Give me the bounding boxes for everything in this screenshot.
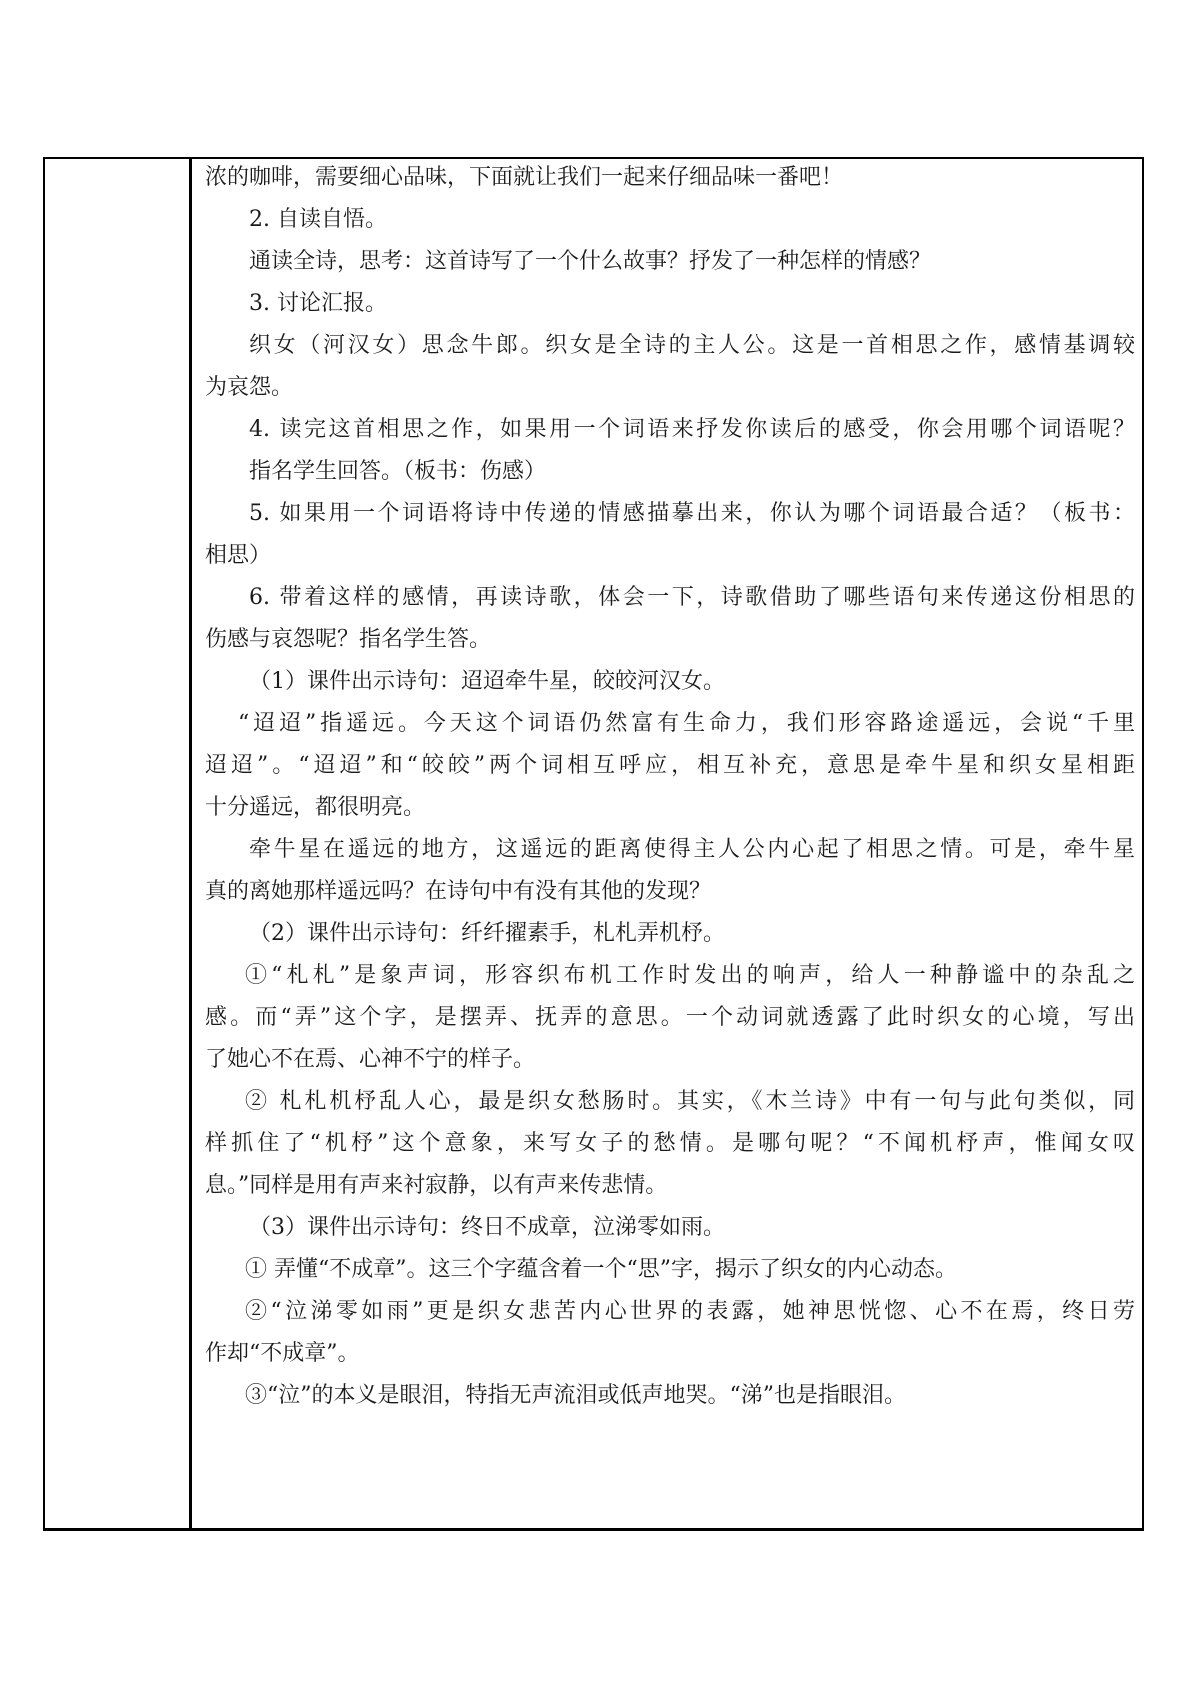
text-line-20: ①“札札”是象声词，形容织布机工作时发出的响声，给人一种静谧中的杂乱之 [245, 963, 1135, 988]
text-line-15: 迢迢”。“迢迢”和“皎皎”两个词相互呼应，相互补充，意思是牵牛星和织女星相距 [205, 753, 1135, 778]
lesson-table [43, 157, 1144, 1531]
text-line-10: 相思） [205, 543, 272, 568]
text-line-1: 浓的咖啡，需要细心品味，下面就让我们一起来仔细品味一番吧！ [205, 165, 844, 190]
text-line-16: 十分遥远，都很明亮。 [205, 795, 426, 820]
text-line-29: 作却“不成章”。 [205, 1341, 360, 1366]
text-line-22: 了她心不在焉、心神不宁的样子。 [205, 1047, 536, 1072]
text-line-17: 牵牛星在遥远的地方，这遥远的距离使得主人公内心起了相思之情。可是，牵牛星 [249, 837, 1135, 862]
text-line-21: 感。而“弄”这个字，是摆弄、抚弄的意思。一个动词就透露了此时织女的心境，写出 [205, 1005, 1135, 1030]
text-line-13: （1）课件出示诗句：迢迢牵牛星，皎皎河汉女。 [249, 669, 725, 694]
text-line-4: 3. 讨论汇报。 [249, 291, 387, 316]
text-line-9: 5. 如果用一个词语将诗中传递的情感描摹出来，你认为哪个词语最合适？（板书： [249, 501, 1135, 526]
text-line-23: ② 札札机杼乱人心，最是织女愁肠时。其实，《木兰诗》中有一句与此句类似，同 [245, 1089, 1135, 1114]
left-column-cell [45, 159, 192, 1528]
text-line-6: 为哀怨。 [205, 375, 294, 400]
text-line-24: 样抓住了“机杼”这个意象，来写女子的愁情。是哪句呢？“不闻机杼声，惟闻女叹 [205, 1131, 1135, 1156]
text-line-7: 4. 读完这首相思之作，如果用一个词语来抒发你读后的感受，你会用哪个词语呢？ [249, 417, 1135, 442]
text-line-3: 通读全诗，思考：这首诗写了一个什么故事？抒发了一种怎样的情感？ [249, 249, 932, 274]
text-line-25: 息。”同样是用有声来衬寂静，以有声来传悲情。 [205, 1173, 668, 1198]
text-line-28: ②“泣涕零如雨”更是织女悲苦内心世界的表露，她神思恍惚、心不在焉，终日劳 [245, 1299, 1135, 1324]
text-line-12: 伤感与哀怨呢？指名学生答。 [205, 627, 492, 652]
text-line-11: 6. 带着这样的感情，再读诗歌，体会一下，诗歌借助了哪些语句来传递这份相思的 [249, 585, 1135, 610]
text-line-27: ① 弄懂“不成章”。这三个字蕴含着一个“思”字，揭示了织女的内心动态。 [245, 1257, 957, 1282]
text-line-26: （3）课件出示诗句：终日不成章，泣涕零如雨。 [249, 1215, 725, 1240]
text-line-30: ③“泣”的本义是眼泪，特指无声流泪或低声地哭。“涕”也是指眼泪。 [245, 1383, 906, 1408]
text-line-8: 指名学生回答。（板书：伤感） [249, 459, 547, 484]
text-line-2: 2. 自读自悟。 [249, 207, 387, 232]
text-line-19: （2）课件出示诗句：纤纤擢素手，札札弄机杼。 [249, 921, 725, 946]
text-line-18: 真的离她那样遥远吗？在诗句中有没有其他的发现？ [205, 879, 712, 904]
text-line-5: 织女（河汉女）思念牛郎。织女是全诗的主人公。这是一首相思之作，感情基调较 [249, 333, 1135, 358]
text-line-14: “迢迢”指遥远。今天这个词语仍然富有生命力，我们形容路途遥远，会说“千里 [238, 711, 1135, 736]
